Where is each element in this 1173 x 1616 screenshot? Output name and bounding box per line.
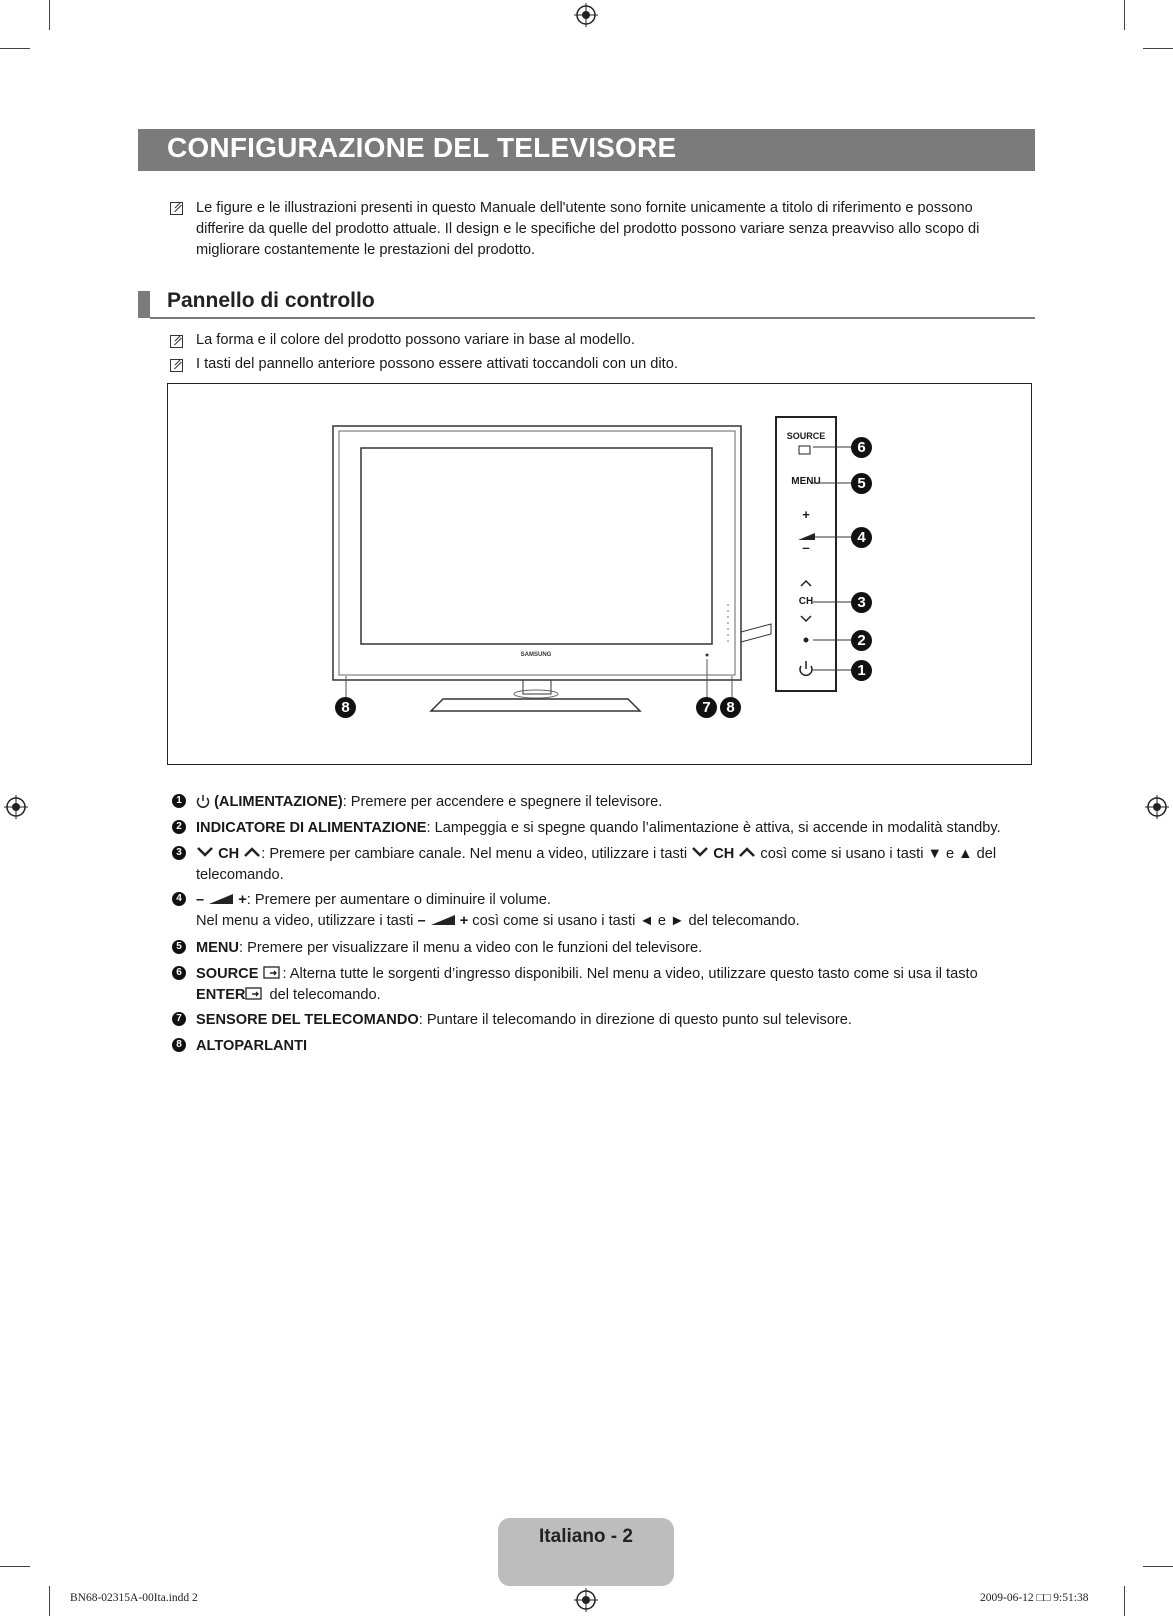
item-number: 5 xyxy=(172,940,186,954)
panel-plus-label: + xyxy=(802,507,810,522)
page-title: CONFIGURAZIONE DEL TELEVISORE xyxy=(167,132,677,163)
item-number: 2 xyxy=(172,820,186,834)
chevron-up-icon xyxy=(738,846,756,858)
section-note: I tasti del pannello anteriore possono essere attivati toccandoli con un dito. xyxy=(196,356,678,372)
registration-mark-icon xyxy=(1145,795,1169,819)
callout-5: 5 xyxy=(851,473,872,494)
item-term: (ALIMENTAZIONE) xyxy=(214,794,343,810)
section-note: La forma e il colore del prodotto possono variare in base al modello. xyxy=(196,332,635,348)
item-text: Nel menu a video, utilizzare i tasti xyxy=(196,913,414,929)
item-number: 4 xyxy=(172,892,186,906)
panel-menu-label: MENU xyxy=(791,476,821,487)
item-number: 3 xyxy=(172,846,186,860)
note-icon xyxy=(170,335,183,348)
item-number: 6 xyxy=(172,966,186,980)
registration-mark-icon xyxy=(574,1588,598,1612)
note-icon xyxy=(170,359,183,372)
item-number: 8 xyxy=(172,1038,186,1052)
callout-2: 2 xyxy=(851,630,872,651)
list-item xyxy=(172,844,1042,888)
crop-mark xyxy=(1124,0,1125,30)
control-panel-diagram xyxy=(167,383,1032,765)
panel-source-label: SOURCE xyxy=(786,431,826,441)
tv-illustration xyxy=(168,384,1031,764)
minus-icon: – xyxy=(196,892,205,908)
item-term: ALTOPARLANTI xyxy=(196,1038,308,1054)
registration-mark-icon xyxy=(4,795,28,819)
item-term: SENSORE DEL TELECOMANDO xyxy=(196,1012,419,1028)
item-text: del telecomando. xyxy=(269,987,381,1003)
callout-6: 6 xyxy=(851,437,872,458)
crop-mark xyxy=(0,1566,30,1567)
plus-icon: + xyxy=(459,913,469,929)
item-text: : Premere per cambiare canale. Nel menu a video, utilizzare i tasti xyxy=(261,846,688,862)
item-text: così come si usano i tasti ◄ e ► del telecomando. xyxy=(472,913,800,929)
crop-mark xyxy=(1143,1566,1173,1567)
item-text: : Premere per visualizzare il menu a video con le funzioni del televisore. xyxy=(238,940,703,956)
panel-ch-label: CH xyxy=(798,596,814,607)
item-term: INDICATORE DI ALIMENTAZIONE xyxy=(196,820,427,836)
item-text: : Lampeggia e si spegne quando l’alimentazione è attiva, si accende in modalità standby. xyxy=(426,820,1001,836)
item-term: CH xyxy=(218,846,240,862)
page-title-bar xyxy=(138,129,1035,171)
callout-1: 1 xyxy=(851,660,872,681)
minus-icon: – xyxy=(417,913,426,929)
crop-mark xyxy=(49,1586,50,1616)
list-item xyxy=(172,890,1042,934)
item-term: ENTER xyxy=(196,987,246,1003)
section-title: Pannello di controllo xyxy=(167,289,375,312)
callout-8-right: 8 xyxy=(720,697,741,718)
registration-mark-icon xyxy=(574,3,598,27)
list-item xyxy=(172,964,1042,1008)
crop-mark xyxy=(1124,1586,1125,1616)
callout-7: 7 xyxy=(696,697,717,718)
timestamp-slug: 2009-06-12 □□ 9:51:38 xyxy=(980,1592,1089,1604)
item-term: CH xyxy=(713,846,735,862)
volume-icon xyxy=(430,914,456,926)
item-text: : Puntare il telecomando in direzione di questo punto sul televisore. xyxy=(418,1012,852,1028)
callout-8-left: 8 xyxy=(335,697,356,718)
item-text: : Premere per aumentare o diminuire il volume. xyxy=(246,892,551,908)
source-icon xyxy=(263,966,283,979)
crop-mark xyxy=(1143,48,1173,49)
item-text: : Premere per accendere e spegnere il televisore. xyxy=(342,794,663,810)
file-slug: BN68-02315A-00Ita.indd 2 xyxy=(70,1592,198,1604)
crop-mark xyxy=(0,48,30,49)
callout-4: 4 xyxy=(851,527,872,548)
crop-mark xyxy=(49,0,50,30)
item-number: 7 xyxy=(172,1012,186,1026)
enter-icon xyxy=(245,987,265,1000)
note-icon xyxy=(170,202,183,215)
chevron-down-icon xyxy=(196,846,214,858)
item-number: 1 xyxy=(172,794,186,808)
item-term: MENU xyxy=(196,940,239,956)
plus-icon: + xyxy=(238,892,247,908)
power-icon xyxy=(196,794,210,808)
page-label: Italiano - 2 xyxy=(539,1526,633,1547)
panel-minus-label: – xyxy=(802,540,810,555)
chevron-up-icon xyxy=(243,846,261,858)
item-term: SOURCE xyxy=(196,966,259,982)
chevron-down-icon xyxy=(691,846,709,858)
section-marker xyxy=(138,291,150,318)
page-number-tab xyxy=(498,1518,674,1586)
volume-icon xyxy=(208,893,234,905)
callout-3: 3 xyxy=(851,592,872,613)
svg-text:SAMSUNG: SAMSUNG xyxy=(520,652,552,658)
item-text: : Alterna tutte le sorgenti d’ingresso disponibili. Nel menu a video, utilizzare questo tasto come si usa il tasto xyxy=(282,966,978,982)
intro-note: Le figure e le illustrazioni presenti in questo Manuale dell'utente sono fornite unicamente a titolo di riferimento e possono differire da quelle del prodotto attuale. Il design e le specifiche del prodotto possono variare senza preavviso allo scopo di migliorare costantemente le prestazioni del prodotto. xyxy=(196,200,980,258)
item-text: così come si usano i tasti ▼ e ▲ del telecomando. xyxy=(196,846,997,883)
section-rule xyxy=(150,317,1035,319)
